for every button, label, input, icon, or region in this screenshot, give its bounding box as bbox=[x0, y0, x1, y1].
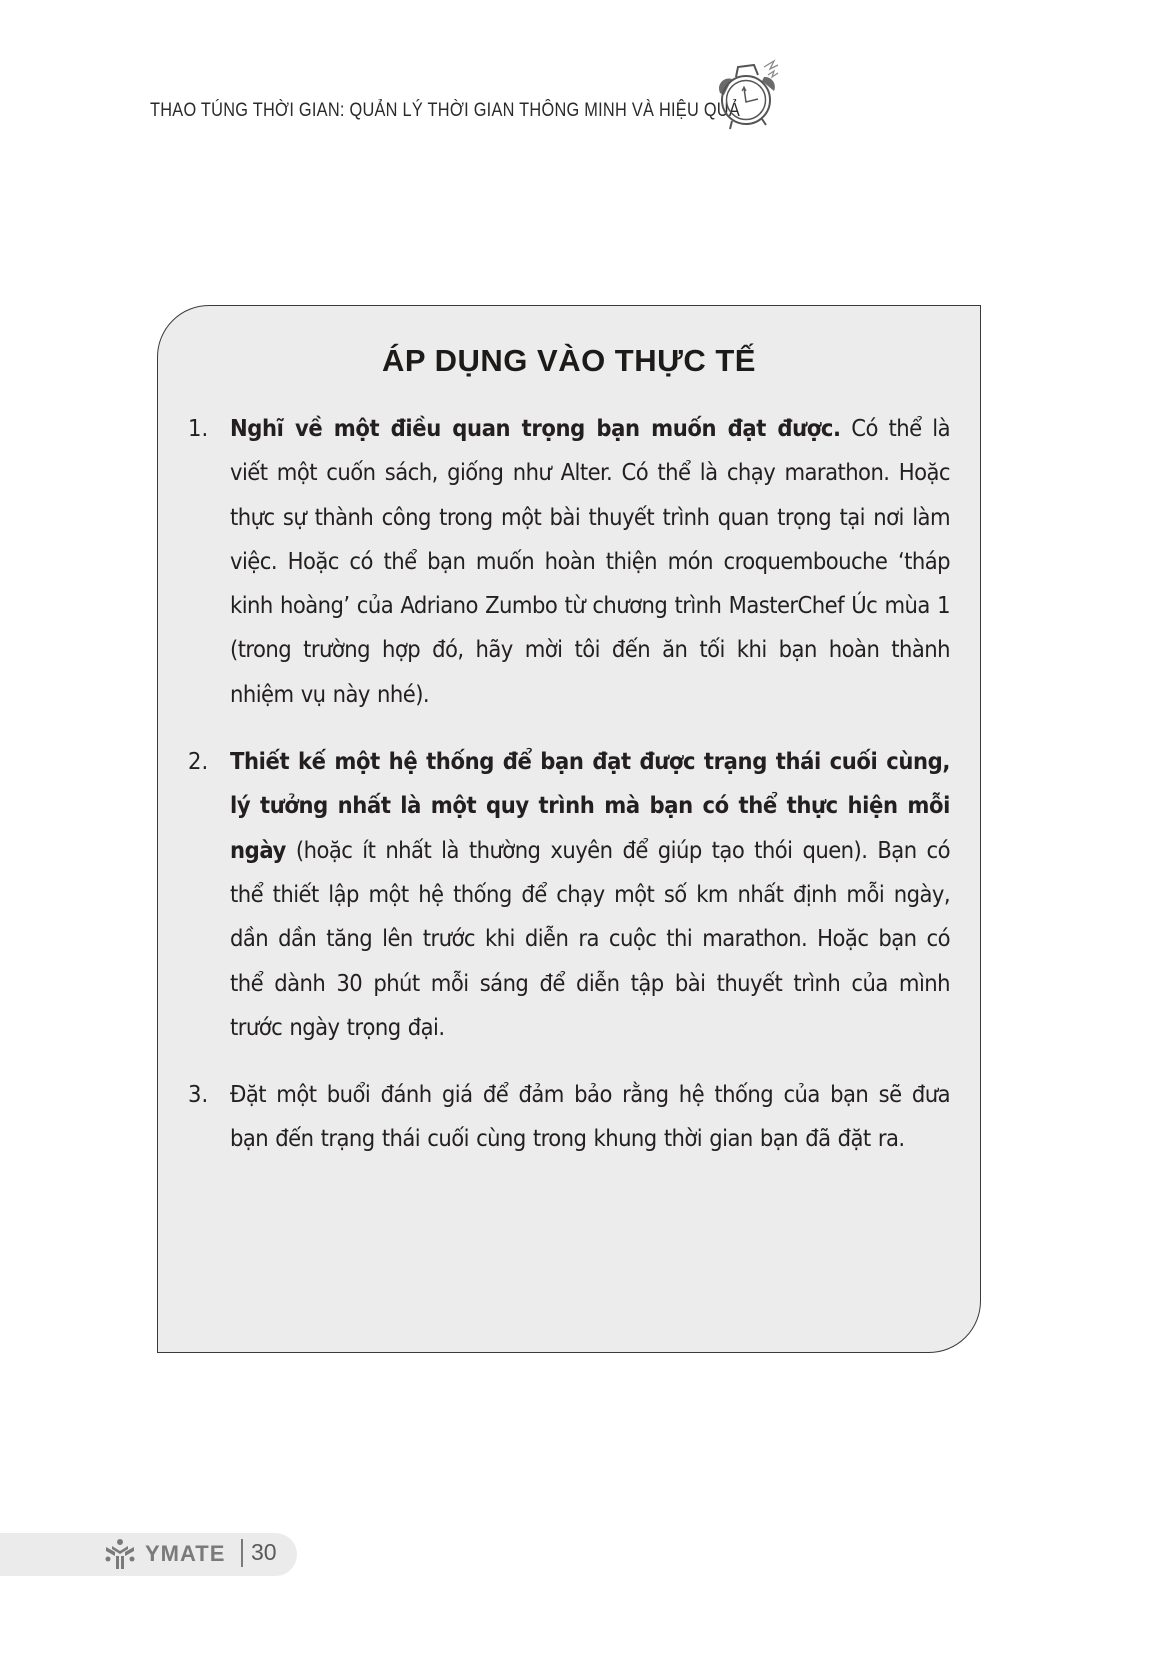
item-number: 1. bbox=[188, 414, 209, 442]
footer-brand: YMATE bbox=[145, 1541, 226, 1566]
item-body: (hoặc ít nhất là thường xuyên để giúp tạo thói quen). Bạn có thể thiết lập một hệ thống để chạy một số km nhất định mỗi ngày, dần dần tăng lên trước khi diễn ra cuộc thi marathon. Hoặc bạn có thể dành 30 phút mỗi sáng để diễn tập bài thuyết trình của mình trước ngày trọng đại. bbox=[230, 835, 950, 1041]
box-title: ÁP DỤNG VÀO THỰC TẾ bbox=[382, 343, 756, 378]
ymate-logo-icon bbox=[103, 1538, 137, 1570]
item-body: Có thể là viết một cuốn sách, giống như Alter. Có thể là chạy marathon. Hoặc thực sự thành công trong một bài thuyết trình quan trọng tại nơi làm việc. Hoặc có thể bạn muốn hoàn thiện món croquembouche ‘tháp kinh hoàng’ của Adriano Zumbo từ chương trình MasterChef Úc mùa 1 (trong trường hợp đó, hãy mời tôi đến ăn tối khi bạn hoàn thành nhiệm vụ này nhé). bbox=[230, 414, 950, 708]
practice-callout-box bbox=[157, 305, 981, 1353]
item-text bbox=[230, 406, 950, 716]
item-body: Đặt một buổi đánh giá để đảm bảo rằng hệ thống của bạn sẽ đưa bạn đến trạng thái cuối cùng trong khung thời gian bạn đã đặt ra. bbox=[230, 1080, 950, 1153]
item-text bbox=[230, 1072, 950, 1161]
page-number: 30 bbox=[251, 1539, 277, 1565]
item-number: 3. bbox=[188, 1080, 209, 1109]
list-item bbox=[188, 1072, 950, 1161]
alarm-clock-icon bbox=[712, 55, 782, 135]
running-header: THAO TÚNG THỜI GIAN: QUẢN LÝ THỜI GIAN THÔNG MINH VÀ HIỆU QUẢ bbox=[150, 100, 741, 121]
item-number: 2. bbox=[188, 747, 209, 776]
steps-list bbox=[188, 406, 950, 1184]
item-text bbox=[230, 739, 950, 1049]
item-lead: Nghĩ về một điều quan trọng bạn muốn đạt được. bbox=[230, 414, 841, 442]
footer-divider bbox=[241, 1539, 243, 1567]
list-item bbox=[188, 406, 950, 716]
item-lead: Thiết kế một hệ thống để bạn đạt được trạng thái cuối cùng, lý tưởng nhất là một quy trình mà bạn có thể thực hiện mỗi ngày bbox=[230, 747, 950, 864]
list-item bbox=[188, 739, 950, 1049]
